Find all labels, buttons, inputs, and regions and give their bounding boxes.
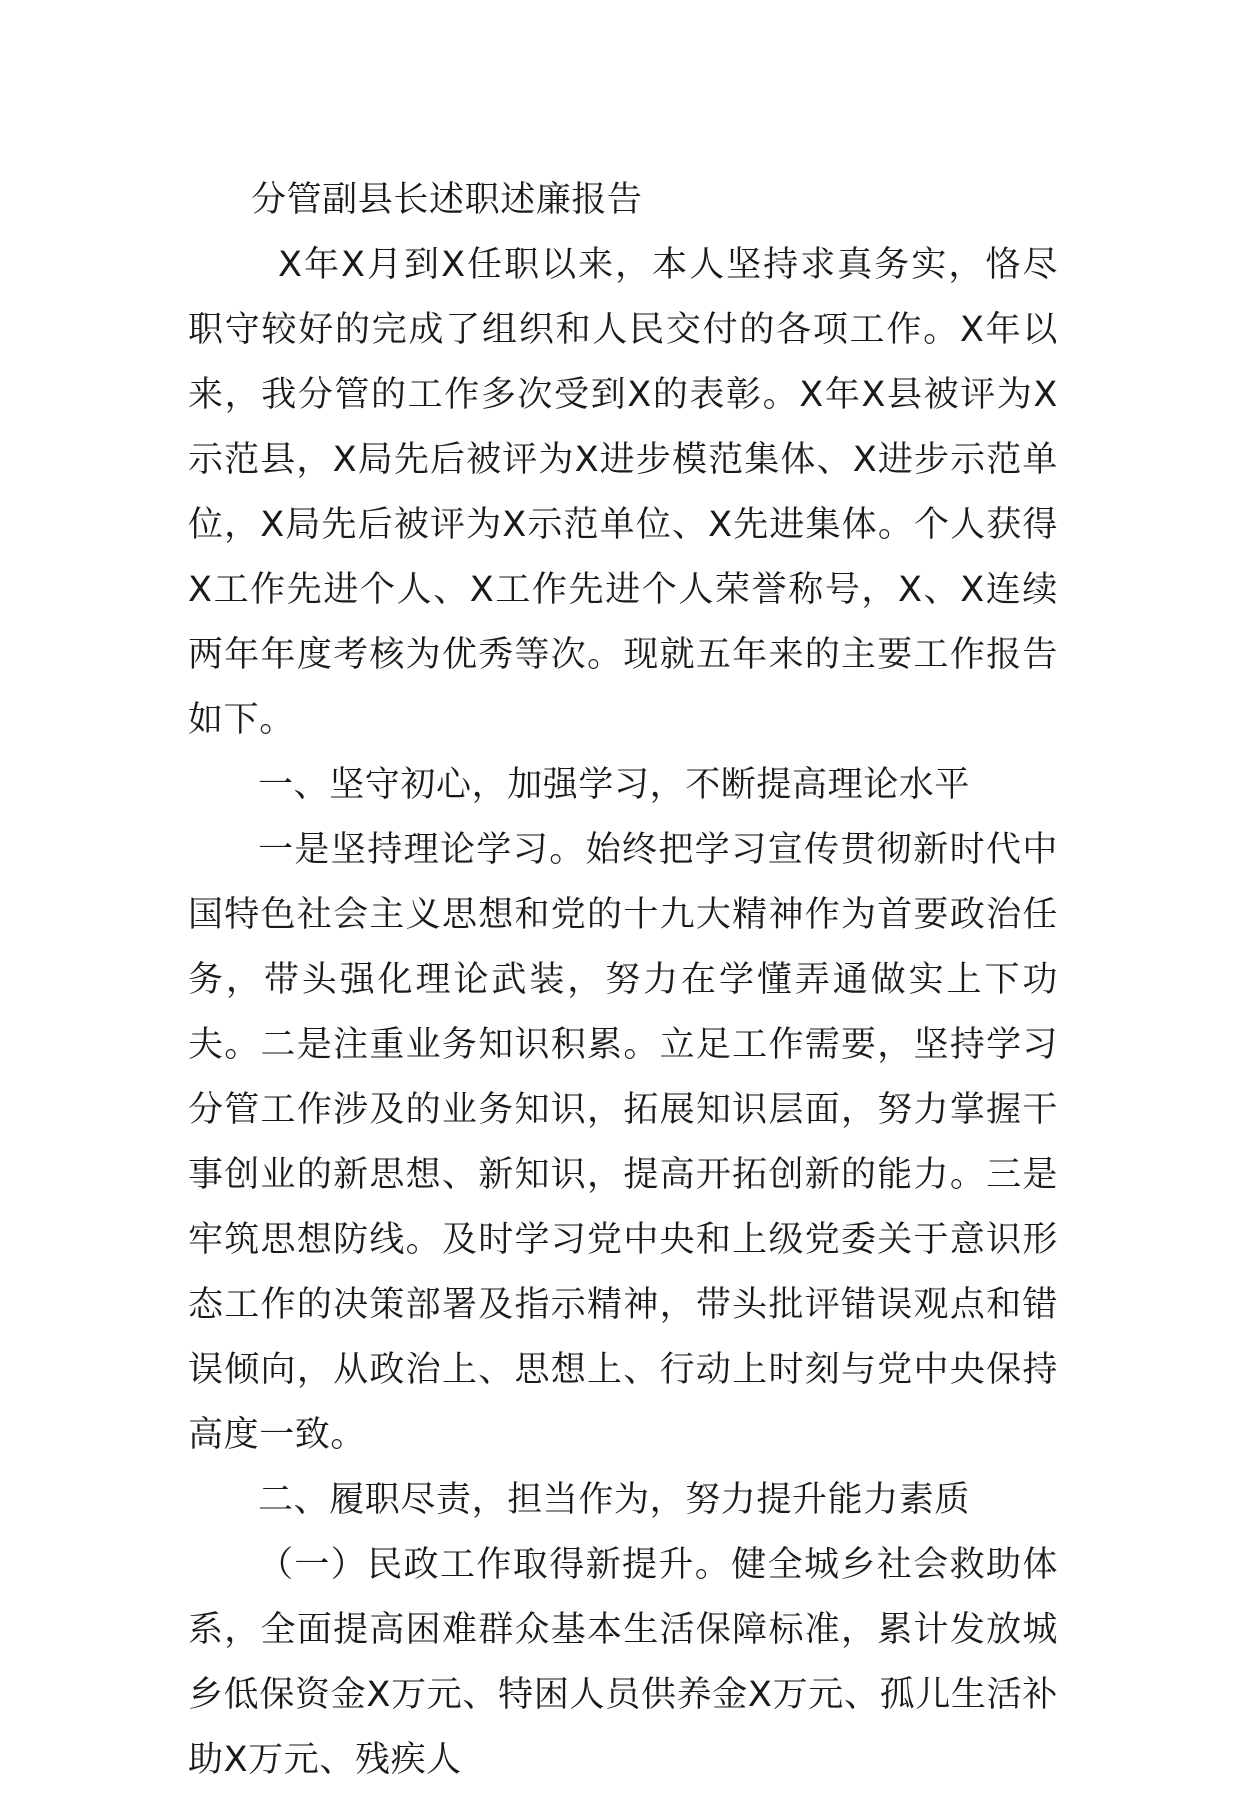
section-heading-2: 二、履职尽责，担当作为，努力提升能力素质	[258, 1480, 971, 1520]
document-body	[188, 168, 1058, 1793]
section-2-paragraph: （一）民政工作取得新提升。健全城乡社会救助体系，全面提高困难群众基本生活保障标准，累计发放城乡低保资金X万元、特困人员供养金X万元、孤儿生活补助X万元、残疾人	[188, 1545, 1058, 1780]
document-title: 分管副县长述职述廉报告	[251, 180, 643, 220]
section-1-paragraph: 一是坚持理论学习。始终把学习宣传贯彻新时代中国特色社会主义思想和党的十九大精神作为首要政治任务，带头强化理论武装，努力在学懂弄通做实上下功夫。二是注重业务知识积累。立足工作需要，坚持学习分管工作涉及的业务知识，拓展知识层面，努力掌握干事创业的新思想、新知识，提高开拓创新的能力。三是牢筑思想防线。及时学习党中央和上级党委关于意识形态工作的决策部署及指示精神，带头批评错误观点和错误倾向，从政治上、思想上、行动上时刻与党中央保持高度一致。	[188, 830, 1058, 1455]
intro-paragraph: X年X月到X任职以来，本人坚持求真务实，恪尽职守较好的完成了组织和人民交付的各项工作。X年以来，我分管的工作多次受到X的表彰。X年X县被评为X示范县，X局先后被评为X进步模范集体、X进步示范单位，X局先后被评为X示范单位、X先进集体。个人获得X工作先进个人、X工作先进个人荣誉称号，X、X连续两年年度考核为优秀等次。现就五年来的主要工作报告如下。	[188, 245, 1058, 740]
section-heading-1: 一、坚守初心，加强学习，不断提高理论水平	[258, 765, 971, 805]
